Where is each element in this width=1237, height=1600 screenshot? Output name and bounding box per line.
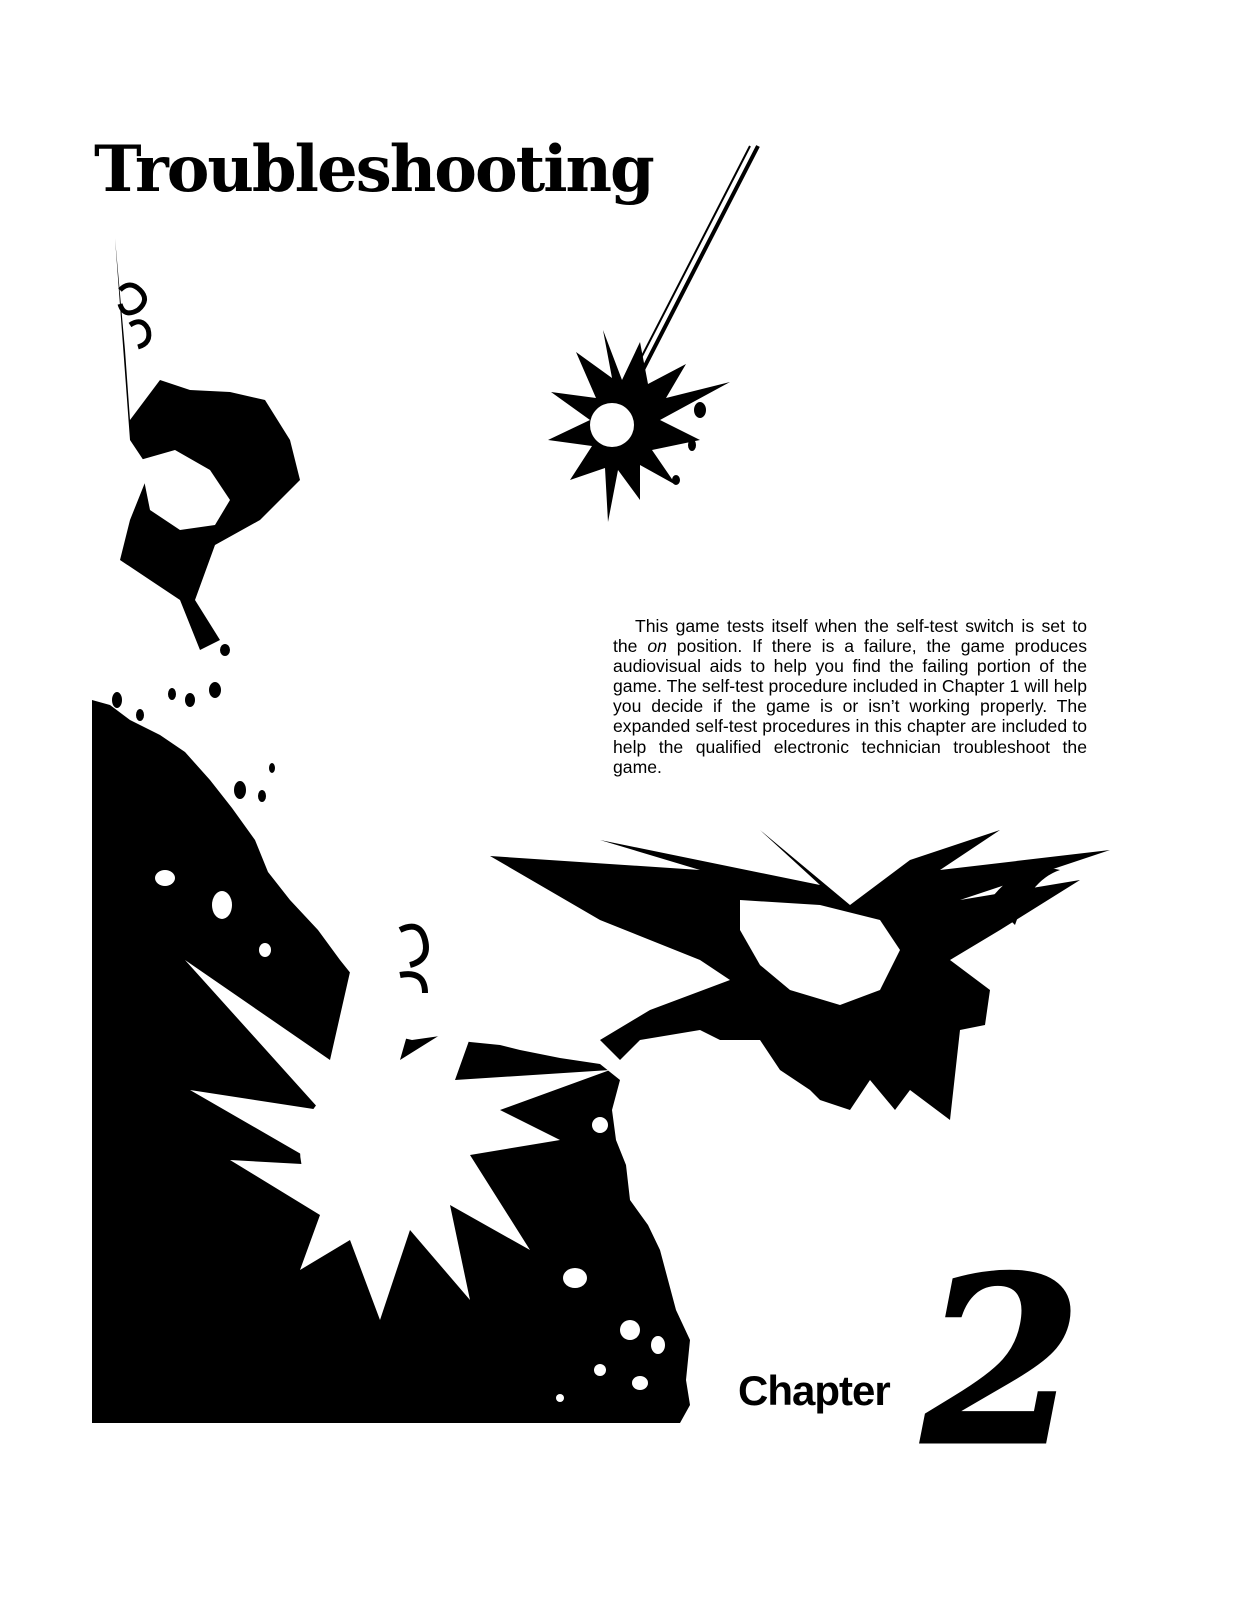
intro-text-start: This game tests itself when the self-test switch is set to the — [613, 616, 1087, 657]
chapter-label: Chapter — [738, 1367, 890, 1414]
intro-paragraph — [613, 616, 1087, 777]
upper-left-explosion-icon — [115, 238, 300, 650]
spark-icon — [548, 146, 758, 522]
page-title: Troubleshooting — [94, 132, 653, 207]
dna-helix-icon — [400, 927, 426, 993]
intro-text-end: position. If there is a failure, the game produces audiovisual aids to help you find the failing portion of the game. The self-test procedure included in Chapter 1 will help you decide if the game is or isn’t working properly. The expanded self-test procedures in this chapter are included to help the qualified electronic technician troubleshoot the game. — [613, 636, 1087, 777]
chapter-number: 2 — [922, 1227, 1083, 1497]
intro-text-emphasis: on — [647, 636, 667, 657]
